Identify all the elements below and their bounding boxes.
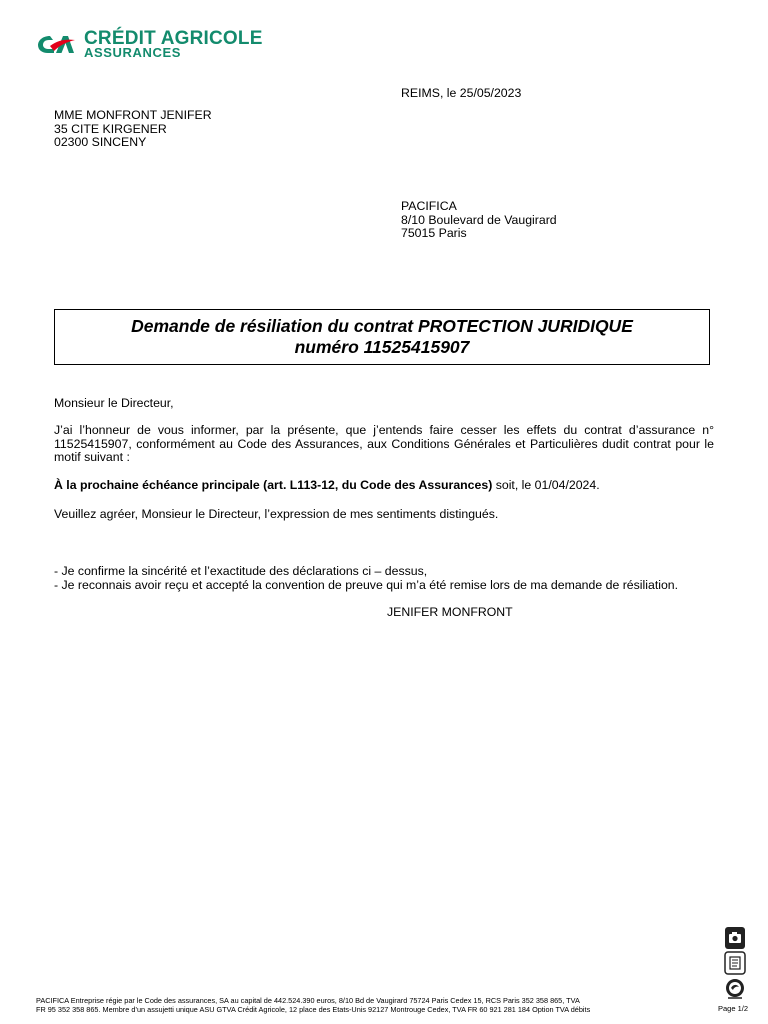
closing-formula: Veuillez agréer, Monsieur le Directeur, l’expression de mes sentiments distingués. — [54, 507, 499, 521]
footer-line-2: FR 95 352 358 865. Membre d’un assujetti unique ASU GTVA Crédit Agricole, 12 place des Etats-Unis 92127 Montrouge Cedex, TVA FR 60 921 281 184 Option TVA débits — [36, 1005, 591, 1014]
recipient-address — [401, 200, 557, 241]
logo-subtitle: ASSURANCES — [84, 45, 182, 60]
declaration-item: - Je reconnais avoir reçu et accepté la convention de preuve qui m’a été remise lors de ma demande de résiliation. — [54, 577, 679, 592]
sender-address — [54, 109, 212, 150]
sender-name: MME MONFRONT JENIFER — [54, 108, 212, 122]
termination-reason-date: soit, le 01/04/2024. — [492, 478, 600, 492]
subject-box — [54, 309, 710, 365]
logo-title: CRÉDIT AGRICOLE — [84, 28, 263, 49]
sender-street: 35 CITE KIRGENER — [54, 121, 167, 136]
declaration-item: - Je confirme la sincérité et l’exactitude des déclarations ci – dessus, — [54, 564, 428, 578]
place-and-date: REIMS, le 25/05/2023 — [401, 86, 522, 100]
page-number: Page 1/2 — [718, 1004, 749, 1013]
signature-name: JENIFER MONFRONT — [387, 605, 513, 619]
subject-line-2: numéro 11525415907 — [294, 337, 470, 357]
termination-reason — [54, 479, 714, 493]
recipient-city: 75015 Paris — [401, 226, 467, 240]
signature-seal-icon — [722, 977, 748, 1001]
sender-city: 02300 SINCENY — [54, 135, 147, 149]
declarations — [54, 565, 714, 592]
document-icon — [722, 951, 748, 975]
body-paragraph-1: J’ai l’honneur de vous informer, par la présente, que j’entends faire cesser les effets du contrat d’assurance n° 11525415907, conformément au Code des Assurances, aux Conditions Générales et Particulières dudit contrat pour le motif suivant : — [54, 423, 714, 465]
recipient-name: PACIFICA — [401, 199, 457, 213]
legal-footer — [36, 996, 636, 1014]
camera-icon — [722, 926, 748, 950]
termination-reason-bold: À la prochaine échéance principale (art. L113-12, du Code des Assurances) — [54, 478, 493, 492]
footer-line-1: PACIFICA Entreprise régie par le Code des assurances, SA au capital de 442.524.390 euros, 8/10 Bd de Vaugirard 75724 Paris Cedex 15, RCS Paris 352 358 865, TVA — [36, 996, 580, 1005]
recipient-street: 8/10 Boulevard de Vaugirard — [401, 212, 557, 227]
greeting: Monsieur le Directeur, — [54, 396, 174, 410]
credit-agricole-logo-icon — [36, 32, 76, 56]
company-logo — [36, 28, 286, 62]
subject-line-1: Demande de résiliation du contrat PROTECTION JURIDIQUE — [131, 316, 633, 336]
